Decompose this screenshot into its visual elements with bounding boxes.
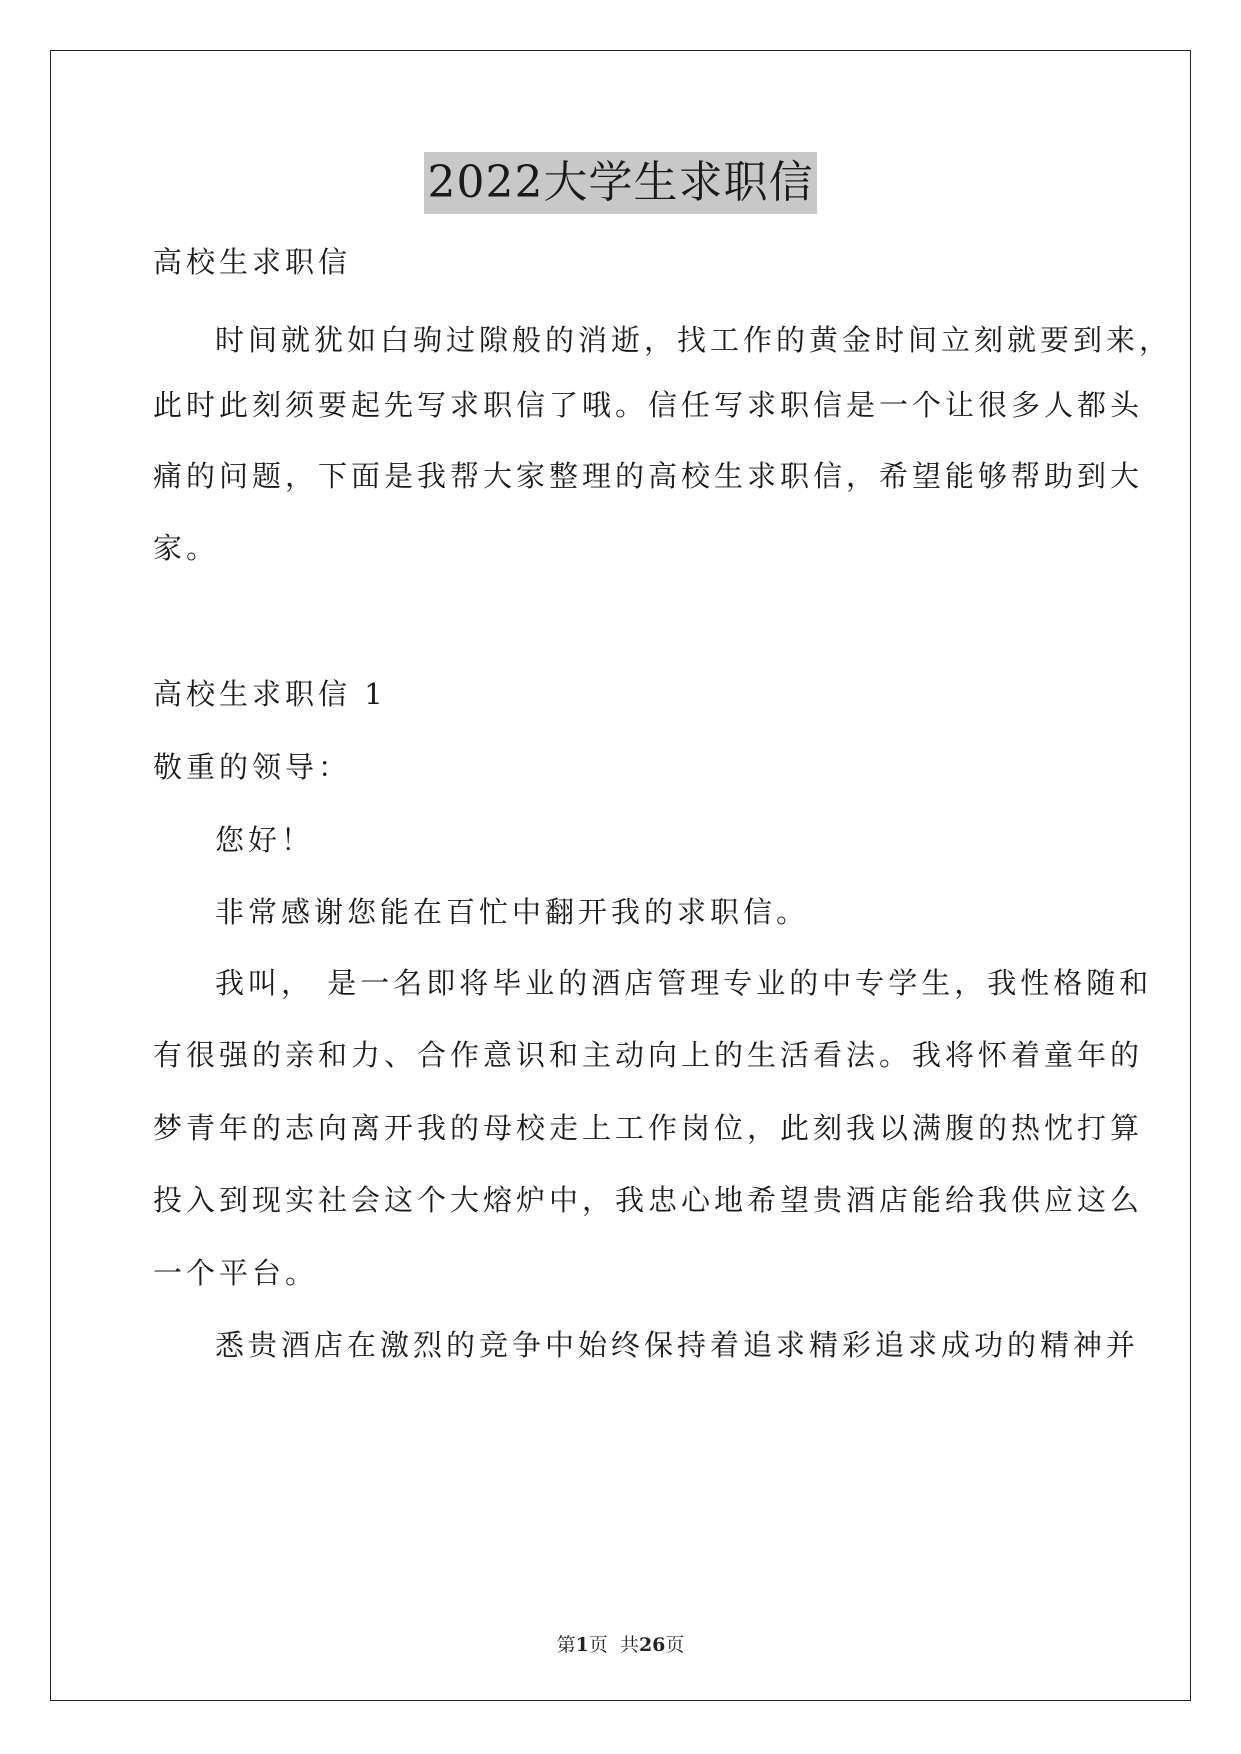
paragraph-line: 悉贵酒店在激烈的竞争中始终保持着追求精彩追求成功的精神并 (215, 1328, 1140, 1362)
paragraph-line: 家。 (153, 531, 220, 565)
footer-prefix: 第 (556, 1634, 576, 1656)
document-title-text: 2022大学生求职信 (424, 152, 818, 214)
page-border (50, 50, 1191, 1701)
paragraph-line: 此时此刻须要起先写求职信了哦。信任写求职信是一个让很多人都头 (153, 388, 1144, 422)
paragraph-line: 时间就犹如白驹过隙般的消逝，找工作的黄金时间立刻就要到来， (215, 323, 1173, 357)
section-heading: 高校生求职信 (153, 245, 352, 279)
paragraph-line: 非常感谢您能在百忙中翻开我的求职信。 (215, 895, 810, 929)
paragraph-line: 我叫， 是一名即将毕业的酒店管理专业的中专学生，我性格随和 (215, 966, 1153, 1000)
paragraph-line: 投入到现实社会这个大熔炉中，我忠心地希望贵酒店能给我供应这么 (153, 1183, 1144, 1217)
section-heading: 高校生求职信 1 (153, 677, 387, 711)
paragraph-line: 梦青年的志向离开我的母校走上工作岗位，此刻我以满腹的热忱打算 (153, 1111, 1144, 1145)
paragraph-line: 痛的问题，下面是我帮大家整理的高校生求职信，希望能够帮助到大 (153, 459, 1144, 493)
total-pages-number: 26 (638, 1634, 666, 1656)
document-title (0, 152, 1241, 214)
paragraph-line: 一个平台。 (153, 1256, 319, 1290)
footer-suffix: 页 (665, 1634, 685, 1656)
current-page-number: 1 (575, 1634, 589, 1656)
page-footer (0, 1632, 1241, 1658)
paragraph-line: 有很强的亲和力、合作意识和主动向上的生活看法。我将怀着童年的 (153, 1038, 1144, 1072)
salutation: 敬重的领导： (153, 750, 352, 784)
footer-middle: 页 共 (588, 1634, 639, 1656)
greeting: 您好！ (215, 823, 315, 857)
